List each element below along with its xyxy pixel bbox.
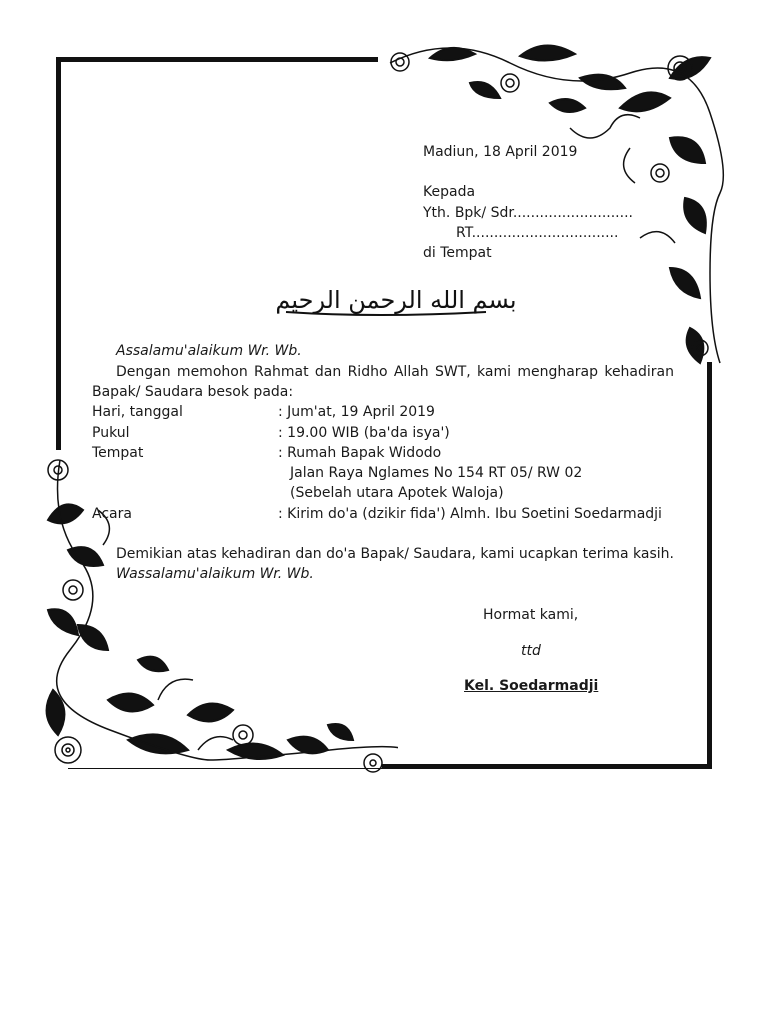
- svg-text:بسم الله الرحمن الرحيم: بسم الله الرحمن الرحيم: [275, 286, 517, 314]
- address-line-2: (Sebelah utara Apotek Waloja): [290, 485, 504, 501]
- closing-sentence: Demikian atas kehadiran dan do'a Bapak/ Saudara, kami ucapkan terima kasih.: [116, 546, 674, 562]
- detail-value-place: : Rumah Bapak Widodo: [278, 445, 442, 461]
- detail-value-date: : Jum'at, 19 April 2019: [278, 404, 435, 420]
- detail-label-event: Acara: [92, 506, 132, 522]
- regards: Hormat kami,: [483, 607, 579, 623]
- detail-label-place: Tempat: [92, 445, 144, 461]
- detail-label-time: Pukul: [92, 425, 130, 441]
- bismillah-calligraphy: [246, 278, 546, 320]
- recipient-label: Kepada: [423, 184, 476, 200]
- detail-value-event: : Kirim do'a (dzikir fida') Almh. Ibu Soetini Soedarmadji: [278, 506, 662, 522]
- place-date: Madiun, 18 April 2019: [423, 144, 578, 160]
- detail-value-time: : 19.00 WIB (ba'da isya'): [278, 425, 450, 441]
- signature: ttd: [521, 643, 541, 659]
- greeting: Assalamu'alaikum Wr. Wb.: [116, 343, 302, 359]
- farewell: Wassalamu'alaikum Wr. Wb.: [116, 566, 314, 582]
- detail-label-date: Hari, tanggal: [92, 404, 183, 420]
- recipient-rt: RT.................................: [456, 225, 619, 241]
- recipient-name: Yth. Bpk/ Sdr...........................: [423, 205, 633, 221]
- sender-name: Kel. Soedarmadji: [464, 678, 599, 694]
- address-line-1: Jalan Raya Nglames No 154 RT 05/ RW 02: [290, 465, 583, 481]
- recipient-place: di Tempat: [423, 245, 492, 261]
- intro-paragraph: Dengan memohon Rahmat dan Ridho Allah SWT, kami mengharap kehadiran Bapak/ Saudara besok pada:: [92, 364, 674, 400]
